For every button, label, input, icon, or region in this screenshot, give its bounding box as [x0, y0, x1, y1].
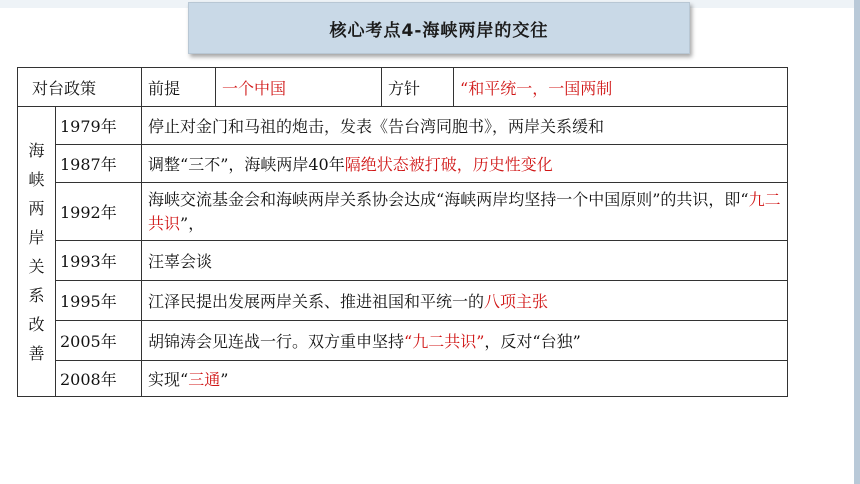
event-text: 胡锦涛会见连战一行。双方重申坚持: [148, 332, 405, 351]
event-text: 海峡交流基金会和海峡两岸关系协会达成“海峡两岸均坚持一个中国原则”的共识，即“: [148, 189, 749, 209]
year-cell: 1995年: [56, 281, 142, 321]
event-highlight: 八项主张: [484, 292, 549, 311]
guideline-value: “和平统一，一国两制: [454, 68, 788, 107]
table-row: [18, 361, 788, 397]
side-char: 改: [28, 314, 45, 334]
event-cell: [142, 361, 788, 397]
event-suffix: ”: [220, 370, 229, 389]
title-banner: [188, 2, 690, 54]
year-cell: 1992年: [56, 183, 142, 241]
event-text: 停止对金门和马祖的炮击，发表《告台湾同胞书》，两岸关系缓和: [148, 117, 605, 136]
policy-table: [17, 67, 788, 397]
page-title: 核心考点4-海峡两岸的交往: [329, 20, 549, 41]
event-cell: [142, 145, 788, 183]
side-char: 两: [28, 198, 45, 218]
event-text: 汪辜会谈: [148, 252, 213, 271]
side-char: 岸: [28, 227, 45, 247]
table-row: [18, 281, 788, 321]
event-cell: [142, 281, 788, 321]
year-cell: 2008年: [56, 361, 142, 397]
side-char: 关: [28, 256, 45, 276]
event-cell: [142, 183, 788, 241]
year-cell: 1979年: [56, 107, 142, 145]
event-highlight: 隔绝状态被打破，历史性变化: [344, 155, 553, 174]
policy-label: 对台政策: [18, 68, 142, 107]
event-text: 调整“三不”，海峡两岸40年: [148, 155, 345, 174]
side-char: 峡: [28, 169, 45, 189]
right-accent-bar: [854, 0, 860, 484]
event-text: 实现“: [148, 370, 189, 389]
guideline-label: 方针: [382, 68, 454, 107]
side-char: 系: [28, 285, 45, 305]
event-highlight: 九二共识: [148, 189, 781, 233]
event-cell: [142, 321, 788, 361]
side-char: 善: [28, 343, 45, 363]
table-row: [18, 107, 788, 145]
premise-label: 前提: [142, 68, 216, 107]
event-suffix: ”，: [180, 213, 205, 233]
table-row: [18, 321, 788, 361]
year-cell: 1987年: [56, 145, 142, 183]
event-text: 江泽民提出发展两岸关系、推进祖国和平统一的: [148, 292, 485, 311]
year-cell: 1993年: [56, 241, 142, 281]
event-highlight: “九二共识”: [404, 332, 485, 351]
side-char: 海: [28, 140, 45, 160]
side-label-cell: [18, 107, 56, 397]
event-cell: [142, 107, 788, 145]
header-row: [18, 68, 788, 107]
table-row: [18, 241, 788, 281]
year-cell: 2005年: [56, 321, 142, 361]
event-suffix: ，反对“台独”: [484, 332, 581, 351]
event-cell: [142, 241, 788, 281]
table-row: [18, 183, 788, 241]
table-row: [18, 145, 788, 183]
premise-value: 一个中国: [216, 68, 382, 107]
event-highlight: 三通: [188, 370, 221, 389]
